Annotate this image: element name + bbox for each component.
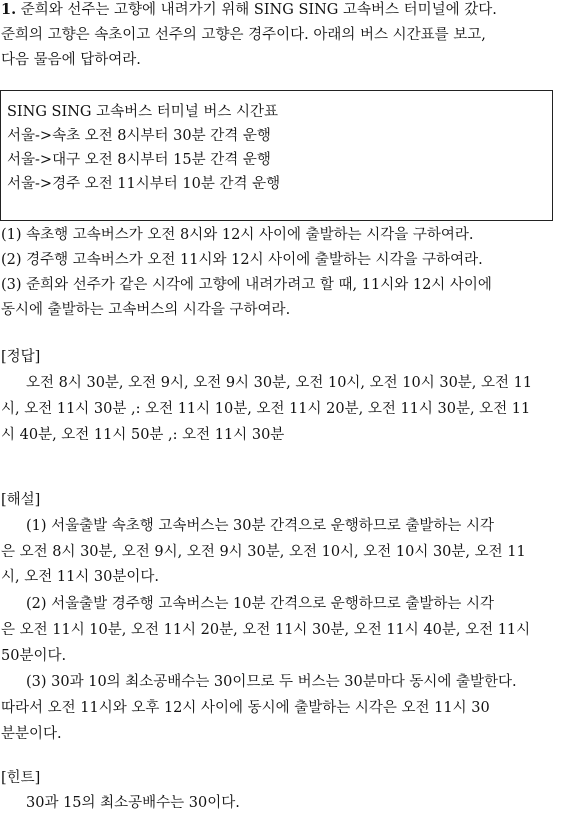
explanation-line-3: 시, 오전 11시 30분이다.	[1, 569, 159, 585]
problem-number: 1.	[1, 1, 17, 18]
timetable-row-gyeongju: 서울->경주 오전 11시부터 10분 간격 운행	[7, 176, 281, 192]
question-3-line-2: 동시에 출발하는 고속버스의 시각을 구하여라.	[1, 302, 291, 318]
explanation-line-6: 50분이다.	[1, 648, 67, 664]
timetable-title: SING SING 고속버스 터미널 버스 시간표	[7, 104, 278, 120]
hint-line-1: 30과 15의 최소공배수는 30이다.	[26, 795, 240, 811]
answer-line-2: 시, 오전 11시 30분 ,: 오전 11시 10분, 오전 11시 20분, 오전 11시 30분, 오전 11	[1, 401, 531, 417]
problem-intro-line-2: 준희의 고향은 속초이고 선주의 고향은 경주이다. 아래의 버스 시간표를 보고,	[1, 27, 486, 43]
answer-heading: [정답]	[1, 349, 41, 365]
explanation-line-2: 은 오전 8시 30분, 오전 9시, 오전 9시 30분, 오전 10시, 오전 10시 30분, 오전 11	[1, 544, 526, 560]
explanation-line-9: 분분이다.	[1, 726, 62, 742]
answer-line-1: 오전 8시 30분, 오전 9시, 오전 9시 30분, 오전 10시, 오전 10시 30분, 오전 11	[26, 375, 533, 391]
question-2: (2) 경주행 고속버스가 오전 11시와 12시 사이에 출발하는 시각을 구하여라.	[1, 252, 483, 268]
question-3-line-1: (3) 준희와 선주가 같은 시각에 고향에 내려가려고 할 때, 11시와 12시 사이에	[1, 277, 492, 293]
explanation-line-7: (3) 30과 10의 최소공배수는 30이므로 두 버스는 30분마다 동시에 출발한다.	[26, 674, 517, 690]
explanation-line-5: 은 오전 11시 10분, 오전 11시 20분, 오전 11시 30분, 오전 11시 40분, 오전 11시	[1, 622, 531, 638]
timetable-row-sokcho: 서울->속초 오전 8시부터 30분 간격 운행	[7, 128, 271, 144]
explanation-line-1: (1) 서울출발 속초행 고속버스는 30분 간격으로 운행하므로 출발하는 시각	[26, 518, 495, 534]
explanation-heading: [해설]	[1, 492, 41, 508]
timetable-row-daegu: 서울->대구 오전 8시부터 15분 간격 운행	[7, 152, 271, 168]
problem-intro-text-1: 준희와 선주는 고향에 내려가기 위해 SING SING 고속버스 터미널에 갔다.	[20, 2, 497, 18]
answer-line-3: 시 40분, 오전 11시 50분 ,: 오전 11시 30분	[1, 427, 285, 443]
bus-timetable-box	[0, 90, 553, 221]
problem-intro-line-1	[1, 0, 497, 20]
explanation-line-8: 따라서 오전 11시와 오후 12시 사이에 동시에 출발하는 시각은 오전 11시 30	[1, 700, 490, 716]
explanation-line-4: (2) 서울출발 경주행 고속버스는 10분 간격으로 운행하므로 출발하는 시각	[26, 596, 495, 612]
hint-heading: [힌트]	[1, 770, 41, 786]
question-1: (1) 속초행 고속버스가 오전 8시와 12시 사이에 출발하는 시각을 구하여라.	[1, 227, 474, 243]
problem-intro-line-3: 다음 물음에 답하여라.	[1, 52, 141, 68]
